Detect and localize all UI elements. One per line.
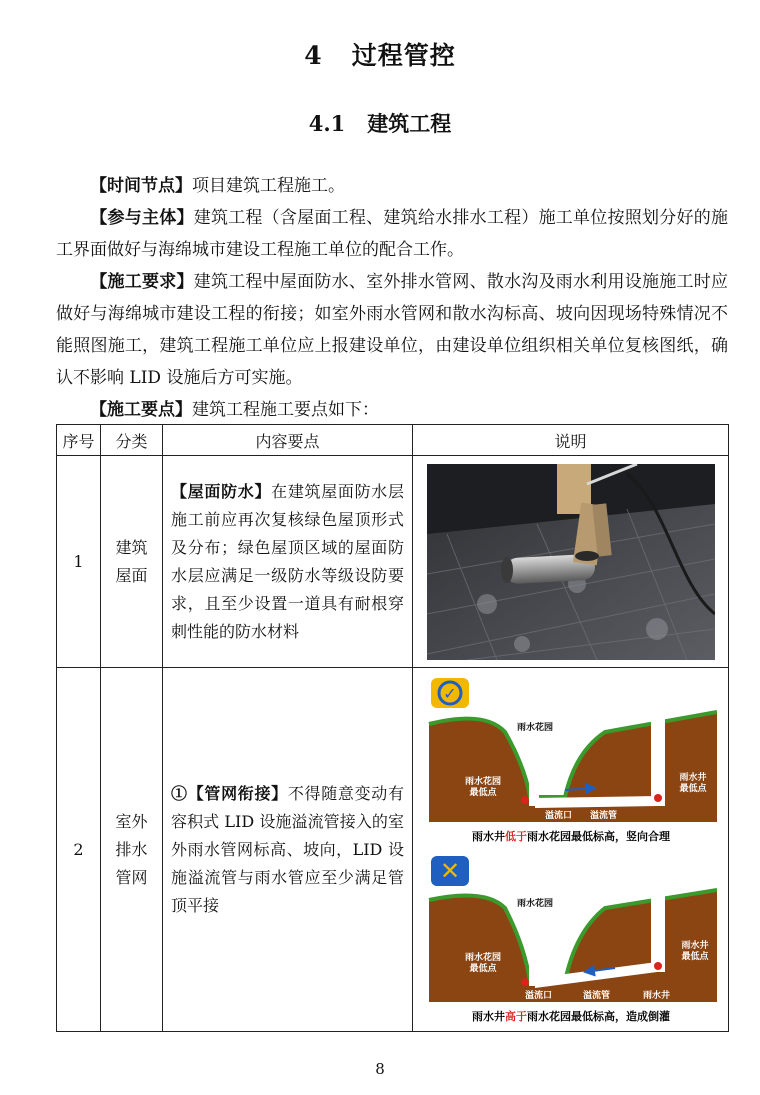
row-category-text: 室外排水管网: [115, 811, 148, 887]
subsection-number: 4.1: [308, 111, 346, 136]
row-illustration: [413, 668, 729, 1032]
overflow-riser: [529, 734, 539, 806]
pipe-diagram-correct: [425, 672, 717, 848]
subsection-title-text: 建筑工程: [367, 111, 452, 136]
label-well-top: 雨水井最低点: [680, 940, 709, 962]
page-number: 8: [375, 1060, 385, 1078]
roof-waterproofing-photo: [427, 464, 715, 660]
section-title-text: 过程管控: [351, 41, 456, 70]
table-header-row: [57, 425, 729, 456]
overflow-pipe: [535, 796, 657, 808]
row-content-text: 不得随意变动有容积式 LID 设施溢流管接入的室外雨水管网标高、坡向，LID 设施溢流管与雨水管应至少满足管顶平接: [171, 783, 404, 915]
table-row: [57, 456, 729, 668]
row-content-text: 在建筑屋面防水层施工前应再次复核绿色屋顶形式及分布；绿色屋顶区域的屋面防水层应满足一级防水等级设防要求，且至少设置一道具有耐根穿刺性能的防水材料: [171, 481, 404, 641]
label-well: 雨水井: [642, 990, 670, 1001]
check-icon: ✓: [442, 683, 457, 703]
paragraph-participants: [56, 202, 728, 266]
row-content-tag: 【屋面防水】: [171, 481, 272, 501]
paragraph-text: 项目建筑工程施工。: [192, 176, 345, 196]
row-seq: 2: [57, 668, 101, 1032]
label-garden: 雨水花园: [516, 722, 553, 733]
paragraph-tag: 【施工要点】: [90, 400, 192, 420]
label-garden-low: 雨水花园最低点: [464, 952, 501, 974]
soil-ground: [429, 890, 717, 1002]
label-garden: 雨水花园: [516, 898, 553, 909]
diagram-caption-wrong: 雨水井高于雨水花园最低标高，造成倒灌: [471, 1009, 670, 1023]
paragraph-text: 建筑工程中屋面防水、室外排水管网、散水沟及雨水利用设施施工时应做好与海绵城市建设工程的衔接；如室外雨水管网和散水沟标高、坡向因现场特殊情况不能照图施工，建筑工程施工单位应上报建设单位，由建设单位组织相关单位复核图纸，确认不影响 LID 设施后方可实施。: [56, 272, 728, 388]
paragraph-tag: 【参与主体】: [90, 208, 194, 228]
row-category-text: 建筑屋面: [115, 537, 148, 585]
row-seq: 1: [57, 456, 101, 668]
key-points-table: [56, 424, 729, 1032]
label-well: 雨水井最低点: [678, 772, 707, 794]
table-header-cell: 说明: [413, 425, 729, 456]
row-content: [163, 456, 413, 668]
label-garden-low: 雨水花园最低点: [464, 776, 501, 798]
label-pipe: 溢流管: [582, 990, 610, 1001]
rain-well: [651, 714, 665, 806]
row-content: [163, 668, 413, 1032]
diagram-caption-correct: 雨水井低于雨水花园最低标高，竖向合理: [471, 829, 670, 843]
table-row: [57, 668, 729, 1032]
table-header-cell: 序号: [57, 425, 101, 456]
subsection-title: [0, 108, 760, 138]
paragraph-tag: 【时间节点】: [90, 176, 192, 196]
pipe-diagram-wrong: [425, 852, 717, 1028]
cross-icon: ✕: [439, 856, 460, 885]
paragraph-tag: 【施工要求】: [90, 272, 194, 292]
overflow-riser: [529, 910, 539, 986]
paragraph-requirements: [56, 266, 728, 394]
paragraph-text: 建筑工程（含屋面工程、建筑给水排水工程）施工单位按照划分好的施工界面做好与海绵城市建设工程施工单位的配合工作。: [56, 208, 728, 260]
label-overflow: 溢流口: [524, 990, 552, 1001]
table-header-cell: 内容要点: [163, 425, 413, 456]
rain-well: [651, 892, 665, 972]
row-content-tag: ①【管网衔接】: [171, 783, 288, 803]
row-category: [101, 456, 163, 668]
label-pipe: 溢流管: [589, 810, 617, 821]
section-number: 4: [304, 41, 323, 70]
paragraph-text: 建筑工程施工要点如下：: [192, 400, 379, 420]
row-illustration: [413, 456, 729, 668]
paragraph-key-points: [56, 394, 728, 426]
row-category: [101, 668, 163, 1032]
table-header-cell: 分类: [101, 425, 163, 456]
section-title: [0, 36, 760, 72]
paragraph-time-node: [56, 170, 728, 202]
label-overflow: 溢流口: [544, 810, 572, 821]
